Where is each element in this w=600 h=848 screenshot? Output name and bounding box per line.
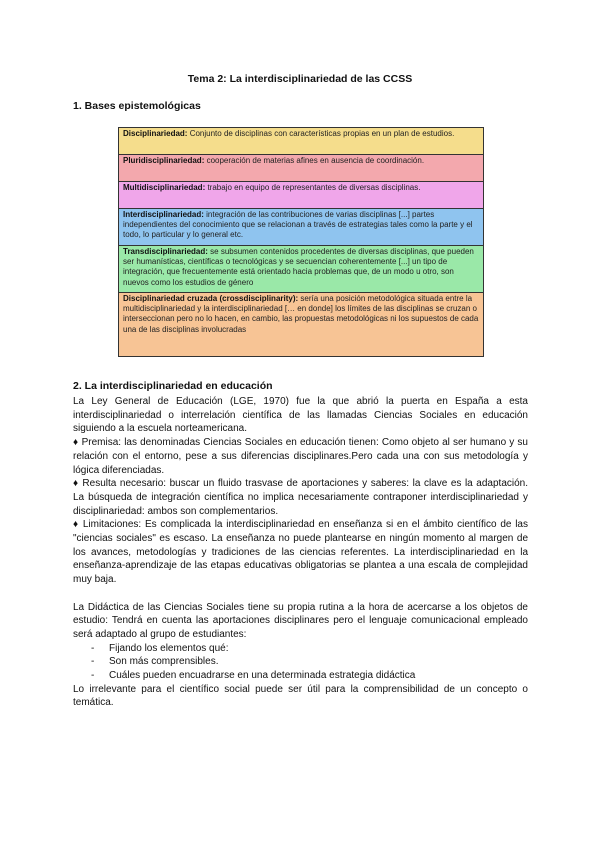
definition-term: Pluridisciplinariedad: [123,156,205,165]
definition-transdisciplinariedad [119,246,483,293]
definition-text: cooperación de materias afines en ausencia de coordinación. [204,156,425,165]
section-1-heading: 1. Bases epistemológicas [73,100,201,112]
definitions-table [118,127,484,357]
paragraph-lge: La Ley General de Educación (LGE, 1970) fue la que abrió la puerta en España a esta interdisciplinariedad o interrelación científica de las llamadas Ciencias Sociales en educación siguiendo a la escuela norteamericana. [73,396,528,435]
section-2-heading: 2. La interdisciplinariedad en educación [73,380,273,392]
definition-pluridisciplinariedad [119,155,483,182]
section-2-body [73,395,528,710]
definition-term: Transdisciplinariedad: [123,247,208,256]
definition-text: se subsumen contenidos procedentes de diversas disciplinas, que pueden ser humanísticas, científicas o tecnológicas y se secuencian coherentemente [...] un tipo de integración, que frecuentemente está orientado hacia problemas que, de un modo u otro, son nuevos como los estudios de género [123,247,474,287]
paragraph-didactica: La Didáctica de las Ciencias Sociales tiene su propia rutina a la hora de acercarse a los objetos de estudio: Tendrá en cuenta las aportaciones disciplinares pero el lenguaje comunicacional empleado será adaptado al grupo de estudiantes: [73,601,528,640]
definition-disciplinariedad-cruzada [119,293,483,357]
definition-text: trabajo en equipo de representantes de diversas disciplinas. [205,183,421,192]
list-item: - Son más comprensibles. [91,655,528,669]
paragraph-irrelevante: Lo irrelevante para el científico social puede ser útil para la comprensibilidad de un concepto o temática. [73,683,528,709]
definition-disciplinariedad [119,128,483,155]
definition-text: Conjunto de disciplinas con características propias en un plan de estudios. [187,129,455,138]
paragraph-premisa: ♦ Premisa: las denominadas Ciencias Sociales en educación tienen: Como objeto al ser humano y su relación con el entorno, pese a sus diferencias disciplinares.Pero cada una con sus metodología y lógica diferenciadas. [73,437,528,476]
definition-term: Disciplinariedad cruzada (crossdisciplinarity): [123,294,299,303]
definition-text: integración de las contribuciones de varias disciplinas [...] partes independientes del conocimiento que se relacionan a través de estrategias tales como la parte y el todo, lo particular y lo general etc. [123,210,473,240]
definition-text: sería una posición metodológica situada entre la multidisciplinariedad y la interdisciplinariedad [… en donde] los límites de las disciplinas se cruzan o interseccionan pero no lo hacen, en cambio, las propuestas metodológicas ni los supuestos de cada una de las disciplinas involucradas [123,294,479,334]
paragraph-limitaciones: ♦ Limitaciones: Es complicada la interdisciplinariedad en enseñanza si en el ámbito científico de las "ciencias sociales" es escaso. La enseñanza no puede plantearse en ningún momento al margen de los avances, metodologías y tradiciones de las ciencias referentes. La interdisciplinariedad en la enseñanza-aprendizaje de las etapas educativas obligatorias se plantea a una escala de complejidad muy baja. [73,519,528,586]
document-title: Tema 2: La interdisciplinariedad de las CCSS [187,73,413,85]
paragraph-resulta-necesario: ♦ Resulta necesario: buscar un fluido trasvase de aportaciones y saberes: la clave es la adaptación. La búsqueda de integración científica no implica necesariamente contraponer interdisciplinariedad y disciplinariedad: ambos son complementarios. [73,478,528,517]
dash-list [73,642,528,683]
definition-multidisciplinariedad [119,182,483,209]
list-item: - Fijando los elementos qué: [91,642,528,656]
paragraph-spacer [73,587,528,601]
definition-term: Interdisciplinariedad: [123,210,204,219]
definition-interdisciplinariedad [119,209,483,246]
definition-term: Multidisciplinariedad: [123,183,206,192]
definition-term: Disciplinariedad: [123,129,188,138]
list-item: - Cuáles pueden encuadrarse en una determinada estrategia didáctica [91,669,528,683]
